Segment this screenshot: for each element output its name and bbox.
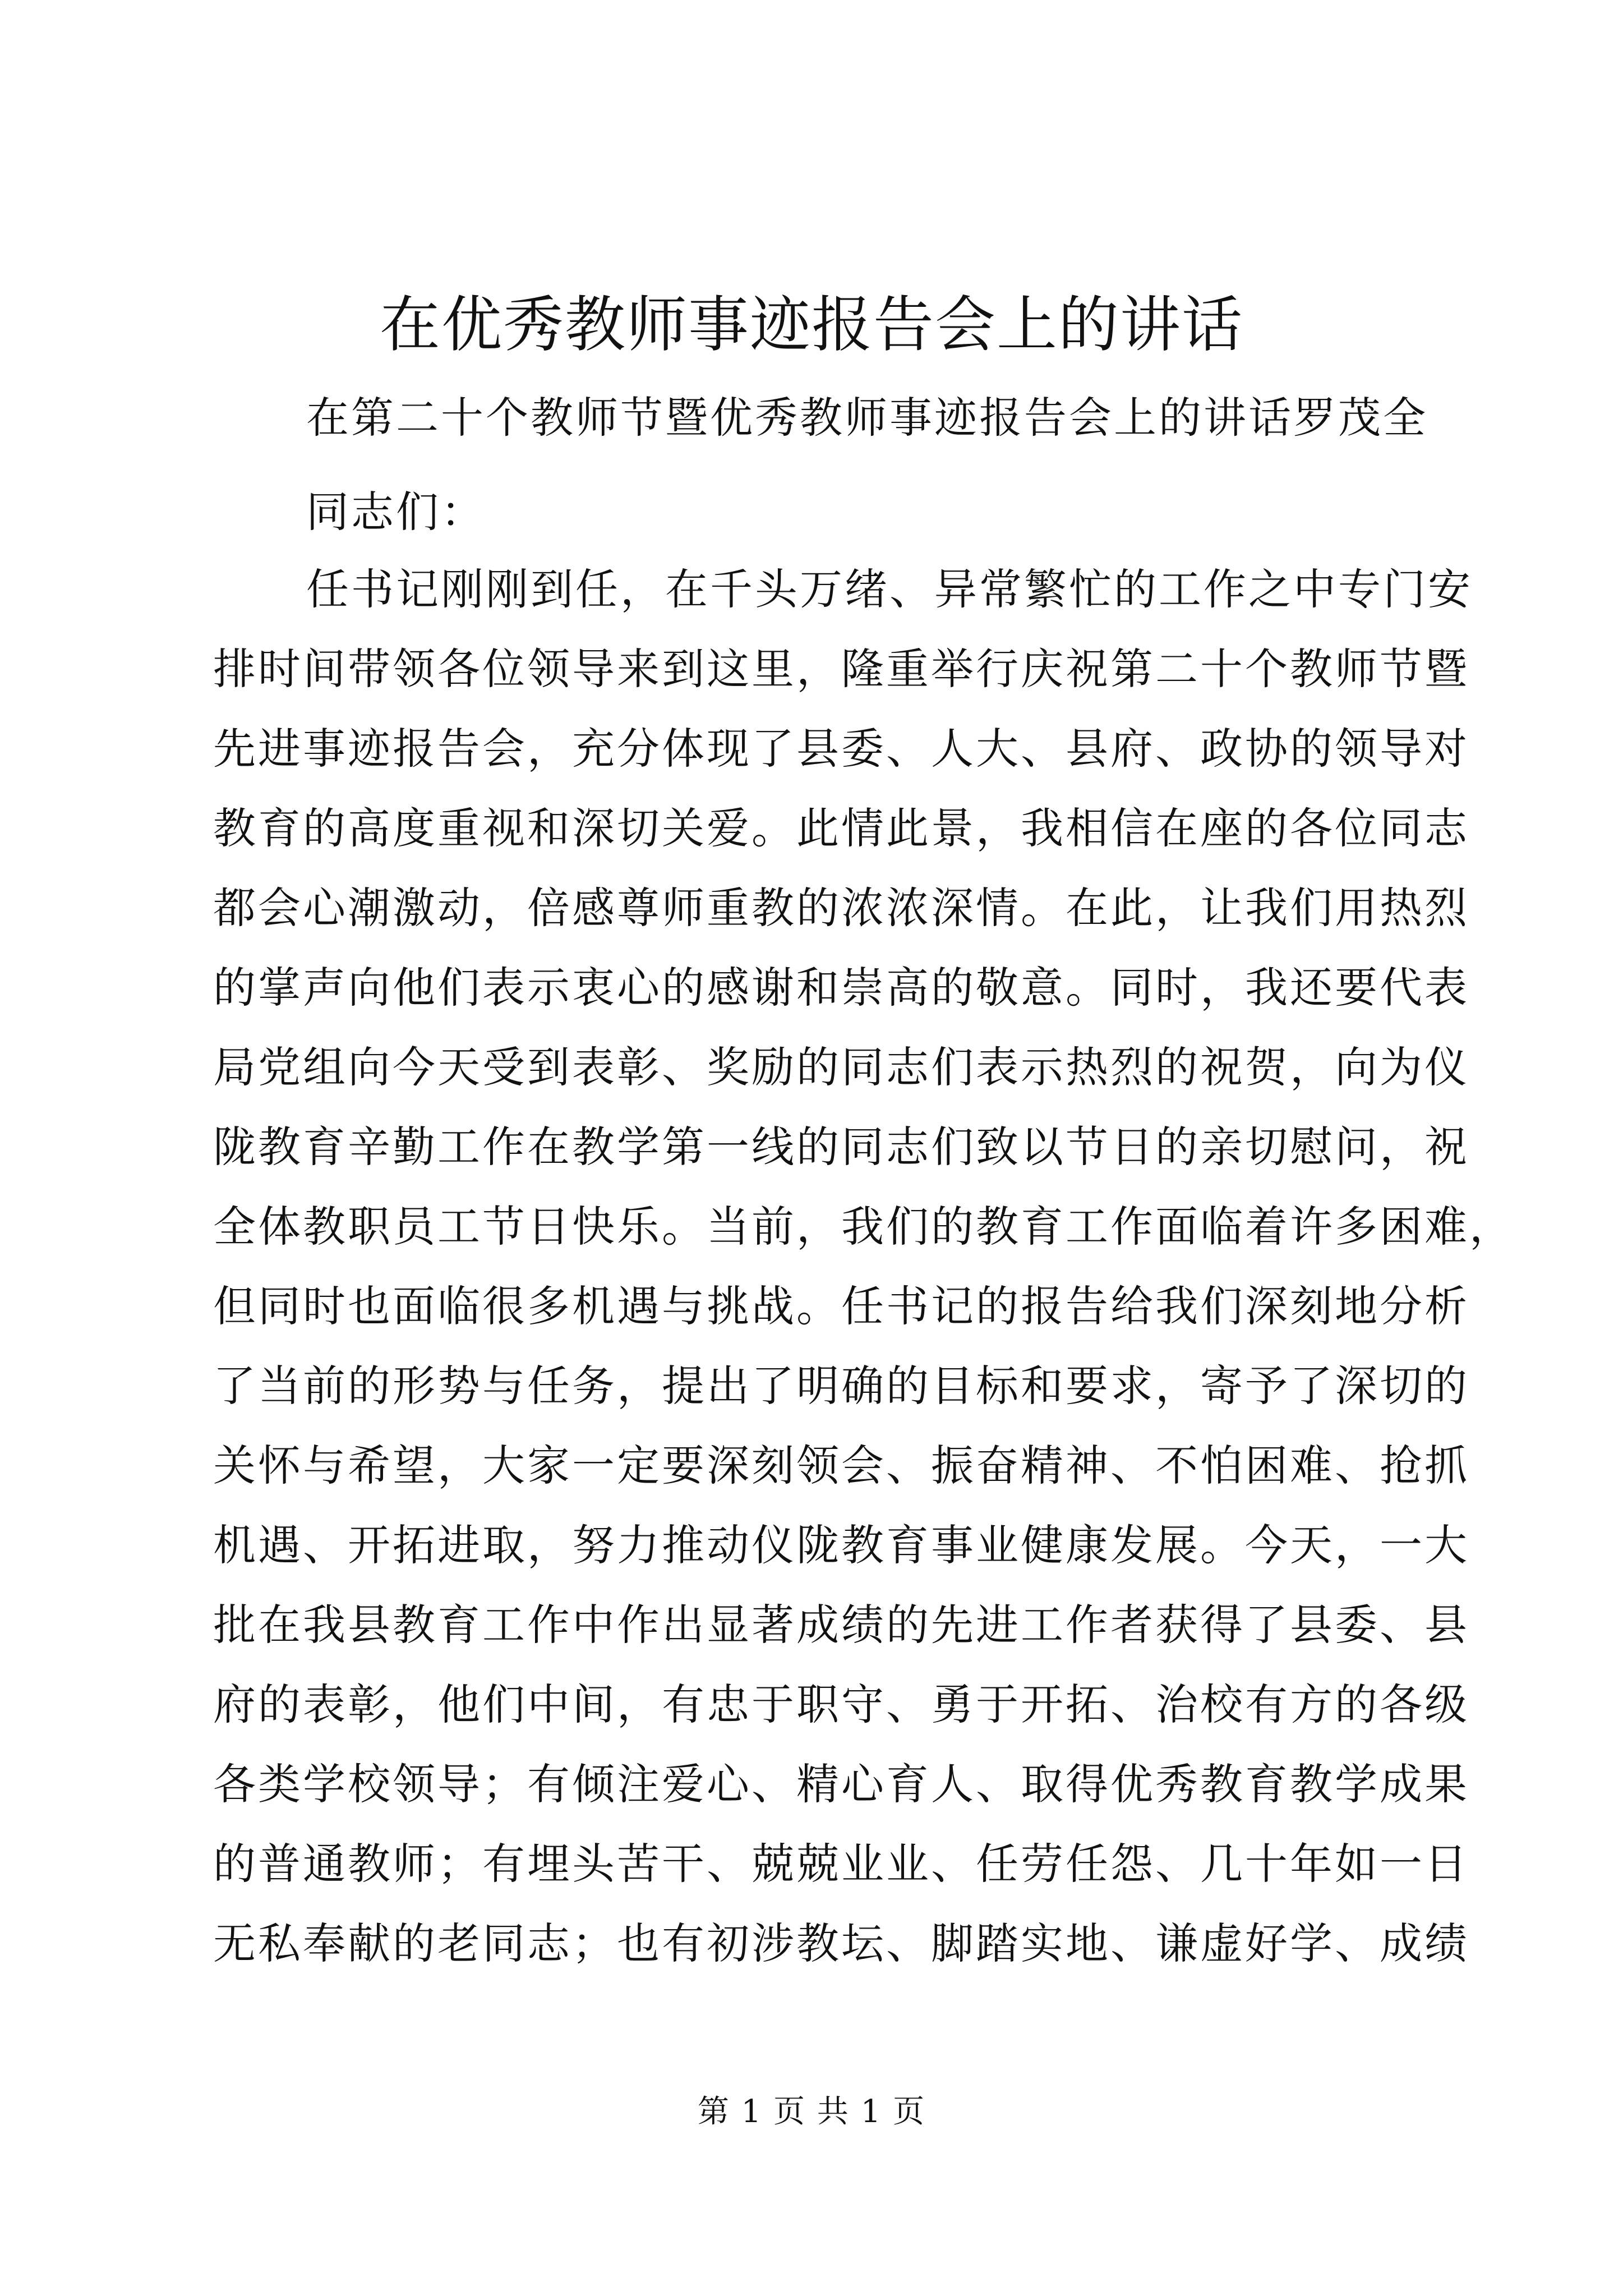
document-subtitle: 在第二十个教师节暨优秀教师事迹报告会上的讲话罗茂全 (306, 393, 1428, 443)
body-line: 都会心潮激动，倍感尊师重教的浓浓深情。在此，让我们用热烈 (213, 883, 1469, 933)
body-line: 批在我县教育工作中作出显著成绩的先进工作者获得了县委、县 (213, 1600, 1469, 1650)
body-line: 府的表彰，他们中间，有忠于职守、勇于开拓、治校有方的各级 (213, 1680, 1469, 1729)
body-line: 的掌声向他们表示衷心的感谢和崇高的敬意。同时，我还要代表 (213, 963, 1469, 1013)
body-line: 关怀与希望，大家一定要深刻领会、振奋精神、不怕困难、抢抓 (213, 1441, 1469, 1490)
body-line: 全体教职员工节日快乐。当前，我们的教育工作面临着许多困难， (213, 1202, 1514, 1251)
document-title: 在优秀教师事迹报告会上的讲话 (379, 290, 1243, 360)
body-line: 机遇、开拓进取，努力推动仪陇教育事业健康发展。今天，一大 (213, 1520, 1469, 1570)
salutation: 同志们： (306, 487, 486, 537)
page-footer: 第 1 页 共 1 页 (697, 2093, 926, 2130)
body-line: 先进事迹报告会，充分体现了县委、人大、县府、政协的领导对 (213, 724, 1469, 774)
body-line: 各类学校领导；有倾注爱心、精心育人、取得优秀教育教学成果 (213, 1759, 1469, 1809)
body-text (213, 550, 1514, 1984)
body-line: 排时间带领各位领导来到这里，隆重举行庆祝第二十个教师节暨 (213, 644, 1469, 694)
body-line: 的普通教师；有埋头苦干、兢兢业业、任劳任怨、几十年如一日 (213, 1839, 1469, 1889)
body-line: 局党组向今天受到表彰、奖励的同志们表示热烈的祝贺，向为仪 (213, 1042, 1469, 1092)
body-line: 了当前的形势与任务，提出了明确的目标和要求，寄予了深切的 (213, 1361, 1469, 1411)
body-line: 无私奉献的老同志；也有初涉教坛、脚踏实地、谦虚好学、成绩 (213, 1918, 1469, 1968)
body-line: 陇教育辛勤工作在教学第一线的同志们致以节日的亲切慰问，祝 (213, 1122, 1469, 1172)
body-line: 但同时也面临很多机遇与挑战。任书记的报告给我们深刻地分析 (213, 1281, 1469, 1331)
body-line: 教育的高度重视和深切关爱。此情此景，我相信在座的各位同志 (213, 803, 1469, 853)
body-line: 任书记刚刚到任，在千头万绪、异常繁忙的工作之中专门安 (306, 564, 1473, 614)
